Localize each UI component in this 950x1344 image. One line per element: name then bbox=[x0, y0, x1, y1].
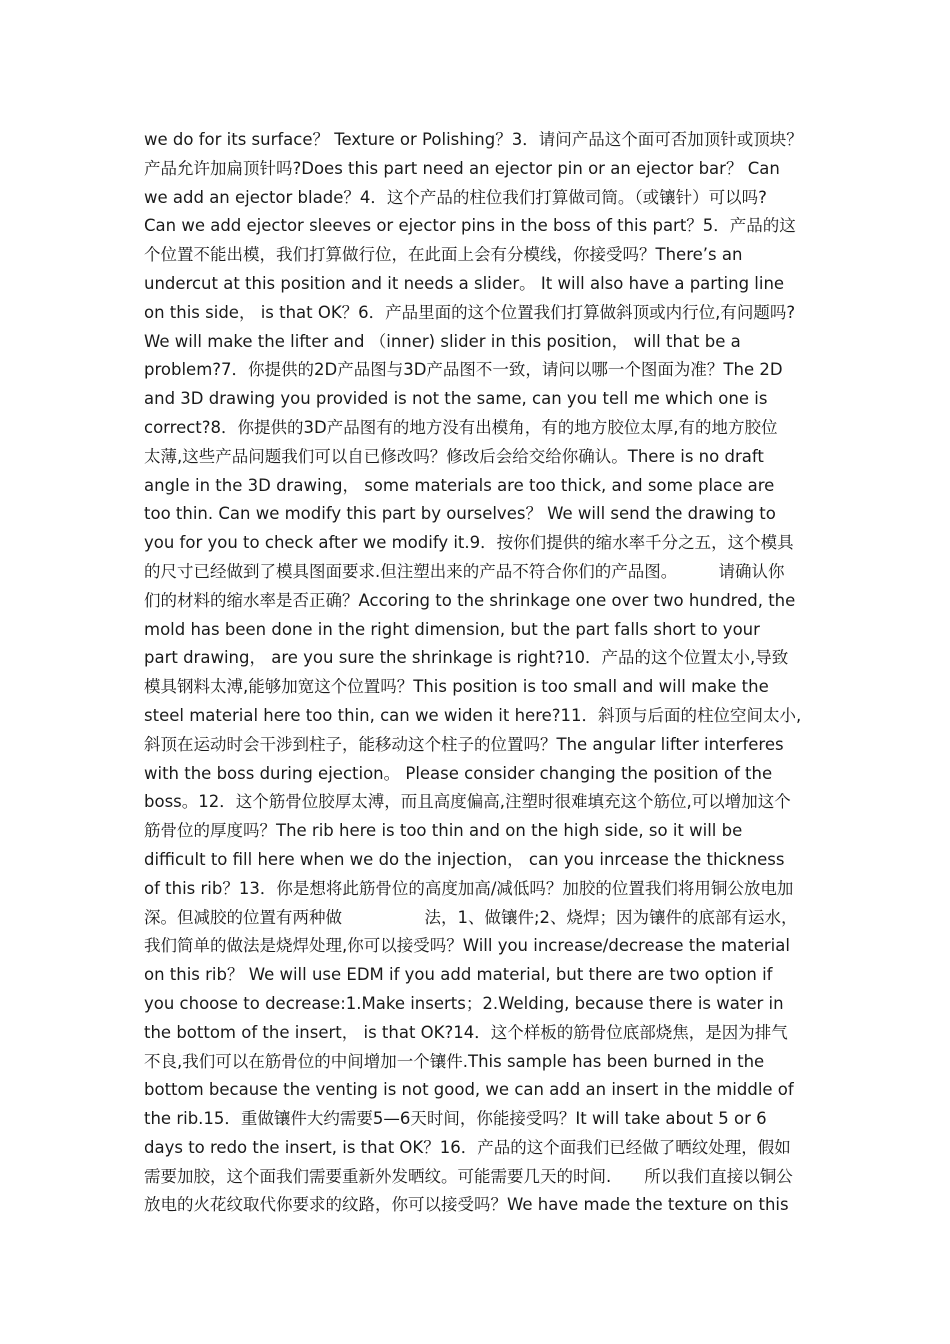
text-line: with the boss during ejection。 Please consider changing the position of the bbox=[144, 763, 773, 783]
document-body-text bbox=[144, 126, 814, 1220]
text-line: and 3D drawing you provided is not the same, can you tell me which one is bbox=[144, 389, 768, 409]
text-line: we add an ejector blade？4．这个产品的柱位我们打算做司筒。（或镶针）可以吗? bbox=[144, 187, 767, 207]
text-line: the rib.15．重做镶件大约需要5—6天时间，你能接受吗？It will take about 5 or 6 bbox=[144, 1109, 767, 1129]
text-line: undercut at this position and it needs a slider。 It will also have a parting line bbox=[144, 273, 785, 293]
text-line: 深。但减胶的位置有两种做 法，1、做镶件;2、烧焊；因为镶件的底部有运水， bbox=[144, 907, 798, 927]
text-line: of this rib？13．你是想将此筋骨位的高度加高/减低吗？加胶的位置我们将用铜公放电加 bbox=[144, 878, 794, 898]
text-line: on this rib？ We will use EDM if you add material, but there are two option if bbox=[144, 965, 773, 985]
text-line: 我们简单的做法是烧焊处理,你可以接受吗？Will you increase/decrease the material bbox=[144, 936, 790, 956]
text-line: you for you to check after we modify it.9．按你们提供的缩水率千分之五，这个模具 bbox=[144, 533, 794, 553]
text-line: 放电的火花纹取代你要求的纹路，你可以接受吗？We have made the texture on this bbox=[144, 1195, 789, 1215]
text-line: 不良,我们可以在筋骨位的中间增加一个镶件.This sample has been burned in the bbox=[144, 1051, 765, 1071]
text-line: 的尺寸已经做到了模具图面要求.但注塑出来的产品不符合你们的产品图。 请确认你 bbox=[144, 561, 785, 581]
text-line: part drawing， are you sure the shrinkage is right?10．产品的这个位置太小,导致 bbox=[144, 648, 789, 668]
text-line: 太薄,这些产品问题我们可以自已修改吗？修改后会给交给你确认。There is no draft bbox=[144, 446, 764, 466]
text-line: mold has been done in the right dimension, but the part falls short to your bbox=[144, 619, 760, 639]
text-line: we do for its surface？ Texture or Polishing？3．请问产品这个面可否加顶针或顶块？ bbox=[144, 130, 803, 149]
text-line: correct?8．你提供的3D产品图有的地方没有出模角，有的地方胶位太厚,有的地方胶位 bbox=[144, 417, 778, 437]
text-line: 产品允许加扁顶针吗?Does this part need an ejector pin or an ejector bar？ Can bbox=[144, 158, 780, 178]
text-line: 模具钢料太溥,能够加宽这个位置吗？This position is too small and will make the bbox=[144, 677, 769, 697]
text-line: too thin. Can we modify this part by ourselves？ We will send the drawing to bbox=[144, 504, 776, 524]
text-line: problem?7．你提供的2D产品图与3D产品图不一致，请问以哪一个图面为准？The 2D bbox=[144, 360, 783, 380]
text-line: Can we add ejector sleeves or ejector pins in the boss of this part？5．产品的这 bbox=[144, 216, 796, 236]
text-line: steel material here too thin, can we widen it here?11．斜顶与后面的柱位空间太小, bbox=[144, 705, 802, 725]
text-line: 斜顶在运动时会干涉到柱子，能移动这个柱子的位置吗？The angular lifter interferes bbox=[144, 734, 784, 754]
text-line: the bottom of the insert， is that OK?14．这个样板的筋骨位底部烧焦，是因为排气 bbox=[144, 1022, 788, 1042]
text-line: 需要加胶，这个面我们需要重新外发晒纹。可能需要几天的时间. 所以我们直接以铜公 bbox=[144, 1166, 793, 1186]
text-line: angle in the 3D drawing， some materials are too thick, and some place are bbox=[144, 475, 775, 495]
text-line: bottom because the venting is not good, we can add an insert in the middle of bbox=[144, 1080, 794, 1100]
text-line: you choose to decrease:1.Make inserts；2.Welding, because there is water in bbox=[144, 993, 784, 1013]
text-line: days to redo the insert, is that OK？16．产品的这个面我们已经做了晒纹处理，假如 bbox=[144, 1137, 791, 1157]
text-line: 筋骨位的厚度吗？The rib here is too thin and on the high side, so it will be bbox=[144, 821, 743, 841]
text-line: boss。12．这个筋骨位胶厚太溥，而且高度偏高,注塑时很难填充这个筋位,可以增加这个 bbox=[144, 792, 791, 812]
text-line: 们的材料的缩水率是否正确？Accoring to the shrinkage one over two hundred, the bbox=[144, 590, 796, 610]
text-line: We will make the lifter and （inner) slider in this position， will that be a bbox=[144, 331, 741, 351]
text-line: on this side， is that OK？6．产品里面的这个位置我们打算做斜顶或内行位,有问题吗? bbox=[144, 302, 796, 322]
text-line: 个位置不能出模，我们打算做行位，在此面上会有分模线，你接受吗？There’s an bbox=[144, 245, 743, 265]
text-line: difficult to fill here when we do the injection， can you inrcease the thickness bbox=[144, 849, 785, 869]
